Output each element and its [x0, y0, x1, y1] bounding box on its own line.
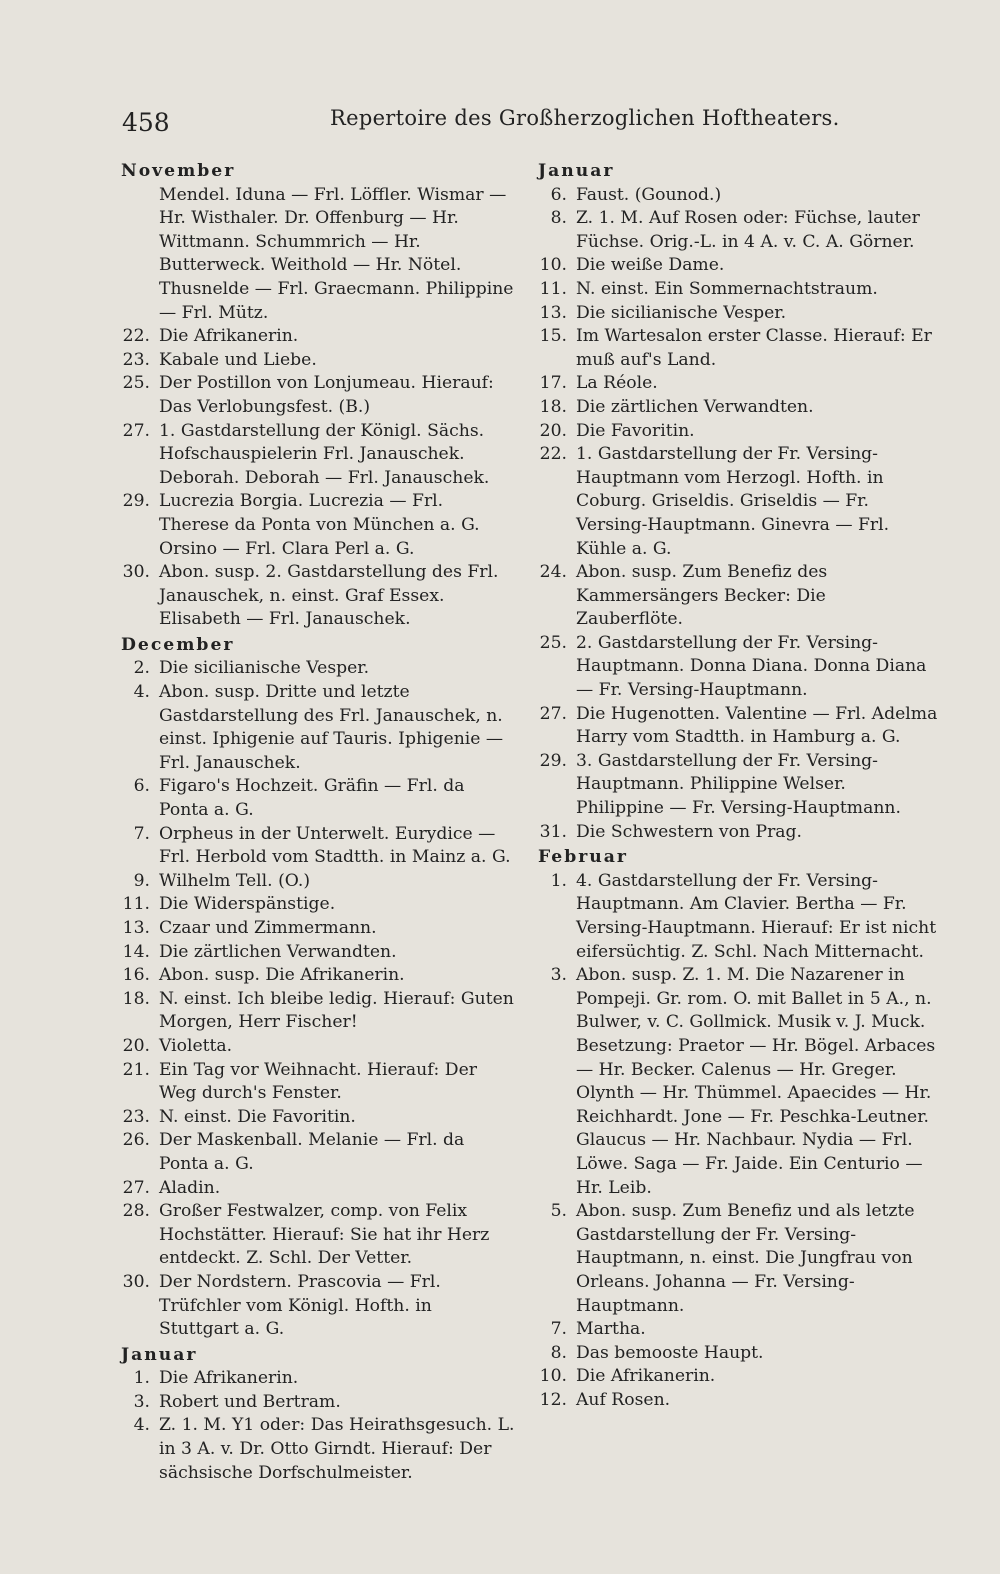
entry-date: 3.: [550, 965, 567, 986]
entry-date: 1.: [133, 1368, 150, 1389]
entry-date: 8.: [550, 208, 567, 229]
entry-date: 23.: [122, 1106, 150, 1127]
entry-text: Die zärtlichen Verwandten.: [159, 941, 397, 962]
repertoire-entry: [538, 443, 938, 561]
repertoire-entry: [121, 1059, 516, 1106]
repertoire-entry: [538, 561, 938, 632]
entry-text: Violetta.: [159, 1035, 233, 1056]
entry-text: Kabale und Liebe.: [159, 349, 317, 370]
repertoire-entry: [121, 657, 516, 681]
entry-text: La Réole.: [576, 373, 658, 394]
entry-date: 2.: [133, 658, 150, 679]
repertoire-entry: [538, 207, 938, 254]
repertoire-entry: [121, 490, 516, 561]
entry-text: Die Favoritin.: [576, 420, 695, 441]
entry-date: 10.: [539, 1366, 567, 1387]
entry-date: 16.: [122, 965, 150, 986]
entry-text: Die sicilianische Vesper.: [159, 658, 370, 679]
entry-date: 13.: [539, 302, 567, 323]
entry-text: N. einst. Die Favoritin.: [159, 1106, 356, 1127]
entry-text: Aladin.: [159, 1177, 221, 1198]
repertoire-entry: [121, 941, 516, 965]
repertoire-entry: [538, 254, 938, 278]
repertoire-entry: [121, 988, 516, 1035]
entry-date: 7.: [550, 1319, 567, 1340]
entry-date: 15.: [539, 326, 567, 347]
entry-text: Abon. susp. Zum Benefiz des Kammersängers Becker: Die Zauberflöte.: [576, 562, 828, 630]
repertoire-entry: [538, 278, 938, 302]
repertoire-entry: [121, 420, 516, 491]
repertoire-entry: [538, 302, 938, 326]
entry-text: Mendel. Iduna — Frl. Löffler. Wismar — Hr. Wisthaler. Dr. Offenburg — Hr. Wittmann. Schummrich — Hr. Butterweck. Weithold — Hr. Nötel. Thusnelde — Frl. Graecmann. Philippine — Frl. Mütz.: [159, 184, 514, 323]
entry-date: 22.: [539, 444, 567, 465]
entry-date: 27.: [122, 1177, 150, 1198]
repertoire-entry: [538, 821, 938, 845]
entry-date: 30.: [122, 562, 150, 583]
entry-text: Die Widerspänstige.: [159, 894, 336, 915]
entry-date: 24.: [539, 562, 567, 583]
repertoire-entry: [121, 1200, 516, 1271]
entry-text: N. einst. Ein Sommernachtstraum.: [576, 278, 878, 299]
entry-text: 4. Gastdarstellung der Fr. Versing-Hauptmann. Am Clavier. Bertha — Fr. Versing-Hauptmann. Hierauf: Er ist nicht eifersüchtig. Z. Schl. Nach Mitternacht.: [576, 870, 937, 962]
repertoire-entry: [538, 1365, 938, 1389]
entry-text: Abon. susp. Z. 1. M. Die Nazarener in Pompeji. Gr. rom. O. mit Ballet in 5 A., n. Bulwer, v. C. Gollmick. Musik v. J. Muck.: [576, 965, 932, 1033]
entry-text: Ein Tag vor Weihnacht. Hierauf: Der Weg durch's Fenster.: [159, 1059, 477, 1104]
entry-date: 29.: [122, 491, 150, 512]
repertoire-entry: [538, 703, 938, 750]
entry-text: Im Wartesalon erster Classe. Hierauf: Er muß auf's Land.: [576, 326, 932, 370]
entry-date: 27.: [539, 703, 567, 724]
repertoire-entry: [121, 964, 516, 988]
repertoire-entry: [538, 750, 938, 821]
entry-text: Faust. (Gounod.): [576, 184, 722, 205]
section-heading: November: [121, 161, 236, 181]
entry-date: 3.: [133, 1391, 150, 1412]
entry-text: 3. Gastdarstellung der Fr. Versing-Hauptmann. Philippine Welser. Philippine — Fr. Versing-Hauptmann.: [576, 750, 901, 819]
repertoire-entry: [538, 1318, 938, 1342]
entry-text: Die weiße Dame.: [576, 255, 725, 276]
repertoire-entry: [121, 917, 516, 941]
entry-date: 20.: [122, 1035, 150, 1056]
repertoire-entry: [538, 964, 938, 1035]
entry-date: 10.: [539, 255, 567, 276]
entry-date: 7.: [133, 823, 150, 844]
repertoire-entry: [121, 1414, 516, 1485]
entry-date: 29.: [539, 750, 567, 771]
repertoire-entry: [538, 1035, 938, 1200]
entry-date: 20.: [539, 420, 567, 441]
entry-date: 4.: [133, 1415, 150, 1436]
entry-text: Z. 1. M. Auf Rosen oder: Füchse, lauter Füchse. Orig.-L. in 4 A. v. C. A. Görner.: [576, 208, 920, 252]
repertoire-entry: [121, 184, 516, 326]
entry-date: 13.: [122, 918, 150, 938]
entry-text: Czaar und Zimmermann.: [159, 918, 377, 938]
repertoire-entry: [538, 1342, 938, 1366]
entry-date: 12.: [539, 1389, 567, 1410]
entry-date: 1.: [550, 870, 567, 891]
entry-date: 5.: [550, 1201, 567, 1222]
entry-date: 26.: [122, 1130, 150, 1151]
entry-date: 18.: [539, 396, 567, 417]
entry-text: Abon. susp. Die Afrikanerin.: [159, 965, 405, 986]
entry-text: 1. Gastdarstellung der Königl. Sächs. Hofschauspielerin Frl. Janauschek. Deborah. Deborah — Frl. Janauschek.: [159, 420, 490, 488]
entry-text: Abon. susp. 2. Gastdarstellung des Frl. Janauschek, n. einst. Graf Essex. Elisabeth — Frl. Janauschek.: [159, 562, 499, 630]
entry-text: Abon. susp. Zum Benefiz und als letzte Gastdarstellung der Fr. Versing-Hauptmann, n. einst. Die Jungfrau von Orleans. Johanna — Fr. Versing-Hauptmann.: [576, 1201, 915, 1316]
entry-date: 25.: [122, 373, 150, 394]
section-heading: Januar: [121, 1344, 198, 1365]
entry-text: Die Hugenotten. Valentine — Frl. Adelma Harry vom Stadtth. in Hamburg a. G.: [576, 703, 938, 748]
section-heading: Februar: [538, 847, 628, 868]
entry-date: 17.: [539, 373, 567, 394]
entry-date: 21.: [122, 1059, 150, 1080]
entry-date: 11.: [539, 278, 567, 299]
entry-text: Die sicilianische Vesper.: [576, 302, 787, 323]
entry-text: N. einst. Ich bleibe ledig. Hierauf: Guten Morgen, Herr Fischer!: [159, 988, 514, 1033]
repertoire-entry: [121, 1035, 516, 1059]
entry-date: 30.: [122, 1271, 150, 1292]
entry-text: Abon. susp. Dritte und letzte Gastdarstellung des Frl. Janauschek, n. einst. Iphigenie auf Tauris. Iphigenie — Frl. Janauschek.: [159, 682, 504, 773]
entry-text: Die zärtlichen Verwandten.: [576, 396, 814, 417]
entry-date: 8.: [550, 1342, 567, 1363]
entry-text: Martha.: [576, 1319, 646, 1340]
repertoire-entry: [121, 681, 516, 775]
section-heading: December: [121, 634, 235, 655]
entry-date: 18.: [122, 988, 150, 1009]
entry-date: 6.: [133, 776, 150, 797]
entry-text: Die Afrikanerin.: [159, 1368, 299, 1389]
entry-text: 2. Gastdarstellung der Fr. Versing-Hauptmann. Donna Diana. Donna Diana — Fr. Versing-Hauptmann.: [576, 632, 927, 701]
repertoire-entry: [121, 823, 516, 870]
entry-date: 25.: [539, 632, 567, 653]
repertoire-entry: [121, 325, 516, 349]
repertoire-entry: [121, 1106, 516, 1130]
entry-text: Die Afrikanerin.: [576, 1366, 716, 1387]
entry-text: Z. 1. M. Y1 oder: Das Heirathsgesuch. L. in 3 A. v. Dr. Otto Girndt. Hierauf: Der sächsische Dorfschulmeister.: [159, 1415, 515, 1483]
repertoire-entry: [121, 1129, 516, 1176]
repertoire-entry: [538, 396, 938, 420]
repertoire-entry: [121, 1271, 516, 1342]
left-column: [121, 158, 516, 1485]
entry-date: 27.: [122, 420, 150, 441]
repertoire-entry: [538, 372, 938, 396]
entry-date: 28.: [122, 1201, 150, 1222]
repertoire-entry: [538, 420, 938, 444]
repertoire-entry: [121, 1177, 516, 1201]
repertoire-entry: [121, 1391, 516, 1415]
entry-text: Robert und Bertram.: [159, 1391, 341, 1412]
repertoire-entry: [538, 1389, 938, 1413]
entry-text: Wilhelm Tell. (O.): [159, 870, 311, 891]
repertoire-entry: [538, 184, 938, 208]
entry-text: Großer Festwalzer, comp. von Felix Hochstätter. Hierauf: Sie hat ihr Herz entdeckt. Z. Schl. Der Vetter.: [159, 1201, 490, 1269]
entry-date: 14.: [122, 941, 150, 962]
repertoire-entry: [121, 372, 516, 419]
page-number: 458: [122, 108, 170, 137]
repertoire-entry: [538, 325, 938, 372]
repertoire-entry: [121, 870, 516, 894]
entry-text: Die Afrikanerin.: [159, 326, 299, 347]
repertoire-entry: [121, 775, 516, 822]
entry-text: Der Nordstern. Prascovia — Frl. Trüfchler vom Königl. Hofth. in Stuttgart a. G.: [159, 1271, 441, 1340]
entry-text: Besetzung: Praetor — Hr. Bögel. Arbaces — Hr. Becker. Calenus — Hr. Greger. Olynth — Hr. Thümmel. Apaecides — Hr. Reichhardt. Jone — Fr. Peschka-Leutner. Glaucus — Hr. Nachbaur. Nydia — Frl. Löwe. Saga — Fr. Jaide. Ein Centurio — Hr. Leib.: [576, 1035, 936, 1198]
repertoire-entry: [121, 893, 516, 917]
right-column: [538, 158, 938, 1412]
entry-date: 23.: [122, 349, 150, 370]
running-title: Repertoire des Großherzoglichen Hoftheaters.: [330, 106, 840, 130]
repertoire-entry: [121, 561, 516, 632]
entry-date: 31.: [539, 821, 567, 842]
entry-date: 22.: [122, 326, 150, 347]
entry-text: 1. Gastdarstellung der Fr. Versing-Hauptmann vom Herzogl. Hofth. in Coburg. Griseldis. Griseldis — Fr. Versing-Hauptmann. Ginevra — Frl. Kühle a. G.: [576, 444, 890, 559]
entry-text: Auf Rosen.: [576, 1389, 671, 1410]
repertoire-entry: [538, 1200, 938, 1318]
entry-date: 9.: [133, 870, 150, 891]
entry-text: Der Postillon von Lonjumeau. Hierauf: Das Verlobungsfest. (B.): [159, 373, 494, 417]
entry-text: Orpheus in der Unterwelt. Eurydice — Frl. Herbold vom Stadtth. in Mainz a. G.: [159, 823, 511, 868]
entry-date: 6.: [550, 184, 567, 205]
entry-date: 11.: [122, 894, 150, 915]
entry-text: Figaro's Hochzeit. Gräfin — Frl. da Ponta a. G.: [159, 776, 465, 821]
repertoire-entry: [538, 632, 938, 703]
entry-text: Lucrezia Borgia. Lucrezia — Frl. Therese da Ponta von München a. G. Orsino — Frl. Clara Perl a. G.: [159, 491, 480, 559]
repertoire-entry: [121, 349, 516, 373]
entry-text: Der Maskenball. Melanie — Frl. da Ponta a. G.: [159, 1130, 465, 1174]
entry-text: Die Schwestern von Prag.: [576, 821, 802, 842]
section-heading: Januar: [538, 161, 615, 181]
entry-text: Das bemooste Haupt.: [576, 1342, 764, 1363]
repertoire-entry: [538, 870, 938, 964]
repertoire-entry: [121, 1367, 516, 1391]
entry-date: 4.: [133, 682, 150, 703]
